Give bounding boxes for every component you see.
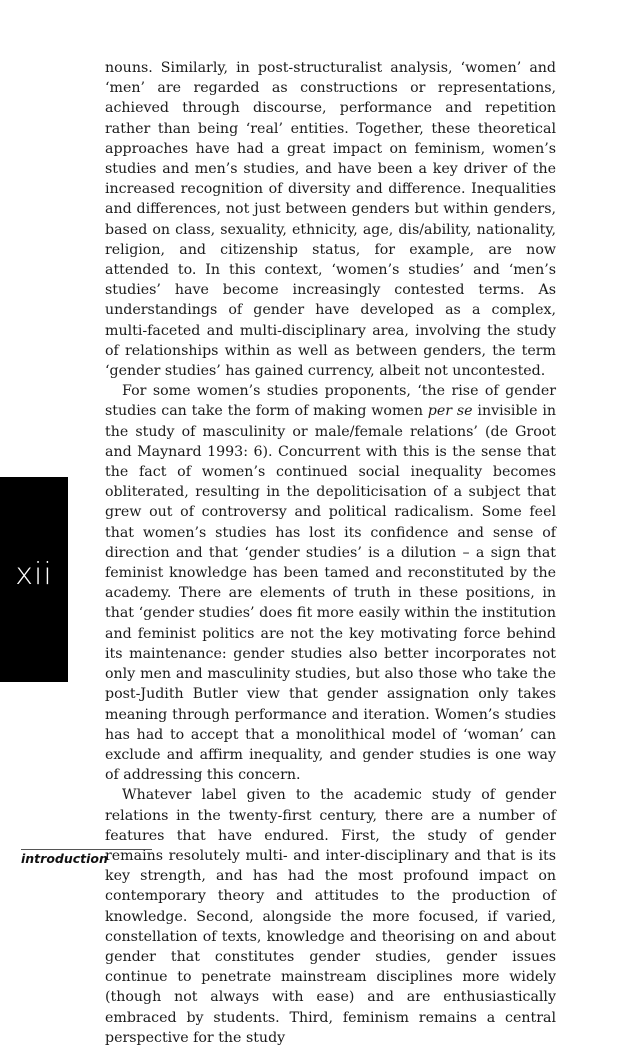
page-number: xii [15, 557, 53, 592]
footer-rule [21, 849, 152, 850]
paragraph-1 [105, 58, 556, 381]
paragraph-2 [105, 381, 556, 785]
running-footer: introduction [21, 851, 108, 866]
text-run: invisible in the study of masculinity or male/female relations’ (de Groot and Maynard 1993: 6). Concurrent with this is the sense that the fact of women’s continued social inequality becomes obliterated, resulting in the depoliticisation of a subject that grew out of controversy and political radicalism. Some feel that women’s studies has lost its confidence and sense of direction and that ‘gender studies’ is a dilution – a sign that feminist knowledge has been tamed and reconstituted by the academy. There are elements of truth in these positions, in that ‘gender studies’ does fit more easily within the institution and feminist politics are not the key motivating force behind its maintenance: gender studies also better incorporates not only men and masculinity studies, but also those who take the post-Judith Butler view that gender assignation only takes meaning through performance and iteration. Women’s studies has had to accept that a monolithical model of ‘woman’ can exclude and affirm inequality, and gender studies is one way of addressing this concern. [105, 403, 556, 784]
text-run: Whatever label given to the academic study of gender relations in the twenty-first century, there are a number of features that have endured. First, the study of gender remains resolutely multi- and inter-disciplinary and that is its key strength, and has had the most profound impact on contemporary theory and attitudes to the production of knowledge. Second, alongside the more focused, if varied, constellation of texts, knowledge and theorising on and about gender that constitutes gender studies, gender issues continue to penetrate mainstream disciplines more widely (though not always with ease) and are enthusiastically embraced by students. Third, feminism remains a central perspective for the study [105, 787, 556, 1046]
paragraph-3 [105, 785, 556, 1048]
italic-phrase: per se [427, 403, 473, 420]
text-run: nouns. Similarly, in post-structuralist analysis, ‘women’ and ‘men’ are regarded as constructions or representations, achieved through discourse, performance and repetition rather than being ‘real’ entities. Together, these theoretical approaches have had a great impact on feminism, women’s studies and men’s studies, and have been a key driver of the increased recognition of diversity and difference. Inequalities and differences, not just between genders but within genders, based on class, sexuality, ethnicity, age, dis/ability, nationality, religion, and citizenship status, for example, are now attended to. In this context, ‘women’s studies’ and ‘men’s studies’ have become increasingly contested terms. As understandings of gender have developed as a complex, multi-faceted and multi-disciplinary area, involving the study of relationships within as well as between genders, the term ‘gender studies’ has gained currency, albeit not uncontested. [105, 60, 556, 380]
page-number-tab [0, 477, 68, 682]
text-run: For some women’s studies proponents, ‘the rise of gender studies can take the form of making women [105, 383, 556, 420]
body-text [105, 58, 556, 1048]
